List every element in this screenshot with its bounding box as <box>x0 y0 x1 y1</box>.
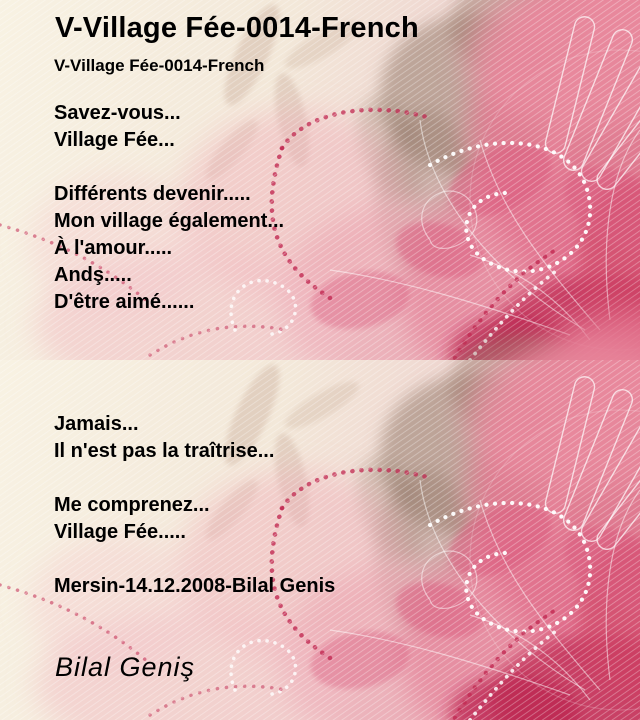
poem-line: À l'amour..... <box>54 237 173 259</box>
page-subtitle: V-Village Fée-0014-French <box>54 56 265 75</box>
poem-stanza-top <box>54 100 284 316</box>
poem-line: Savez-vous... <box>54 102 181 124</box>
poem-line-blank <box>54 546 335 573</box>
author-signature: Bilal Geniş <box>55 652 196 682</box>
poem-line-blank <box>54 154 284 181</box>
poem-line: Me comprenez... <box>54 494 210 516</box>
poem-line: Village Fée... <box>54 129 175 151</box>
poem-line: Mon village également... <box>54 210 285 232</box>
poem-stanza-bottom <box>54 411 335 600</box>
page-title: V-Village Fée-0014-French <box>55 12 419 44</box>
poem-line: Andş..... <box>54 264 132 286</box>
poem-line: Il n'est pas la traîtrise... <box>54 440 275 462</box>
poem-line: D'être aimé...... <box>54 291 195 313</box>
poem-line: Jamais... <box>54 413 139 435</box>
poem-line: Différents devenir..... <box>54 183 251 205</box>
poem-line-blank <box>54 465 335 492</box>
poem-line: Village Fée..... <box>54 521 186 543</box>
poem-line: Mersin-14.12.2008-Bilal Genis <box>54 575 336 597</box>
